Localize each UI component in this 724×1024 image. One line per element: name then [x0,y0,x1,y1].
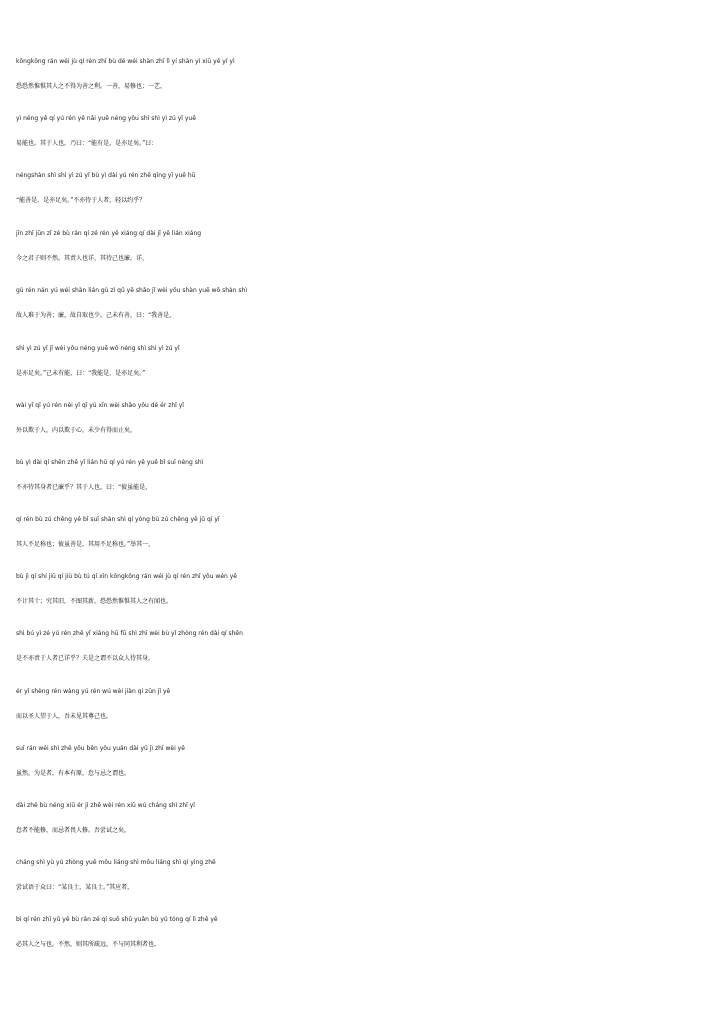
pinyin-line: ér yǐ shèng rén wàng yú rén wú wèi jiàn qí zūn jǐ yě [16,688,171,695]
pinyin-line: shì yì zú yǐ jǐ wèi yǒu néng yuē wǒ néng shì shì yì zú yǐ [16,345,180,352]
text-line [0,569,724,625]
text-line [0,626,724,682]
pinyin-line: gù rén nán yú wéi shàn lián gù zì qǔ yě shǎo jǐ wèi yǒu shàn yuē wǒ shàn shì [16,287,248,294]
pinyin-line: néngshàn shì shì yì zú yǐ bù yì dài yú rén zhě qīng yǐ yuē hū [16,172,196,179]
hanzi-line: 必其人之与也。不然，则其所疏远，不与同其利者也。 [16,941,161,948]
text-line [0,798,724,854]
text-line [0,54,724,110]
pinyin-line: bì qí rén zhī yǔ yě bù rán zé qí suǒ shū yuǎn bù yǔ tóng qí lì zhě yě [16,916,218,923]
pinyin-line: cháng shì yù yú zhòng yuē mǒu liáng shì mǒu liáng shì qí yìng zhě [16,859,216,866]
pinyin-line: bù yì dài qí shēn zhě yǐ lián hū qí yú rén yě yuē bǐ suī néng shì [16,459,204,466]
text-line [0,341,724,397]
text-line [0,684,724,740]
hanzi-line: 不计其十；究其旧，不图其新。恐恐然惟惧其人之有闻也。 [16,598,173,605]
pinyin-line: suī rán wéi shì zhě yǒu běn yǒu yuán dài yǔ jì zhī wèi yě [16,745,185,752]
hanzi-line: 今之君子则不然。其责人也详，其待己也廉。详， [16,255,149,262]
hanzi-line: 恐恐然惟惧其人之不得为善之利。一善，易修也；一艺， [16,83,167,90]
hanzi-line: 虽然，为是者，有本有原，怠与忌之谓也。 [16,770,131,777]
hanzi-line: 易能也。其于人也，乃曰：“能有是，是亦足矣。”曰： [16,140,158,147]
hanzi-line: 尝试语于众曰：“某良士，某良士。”其应者， [16,884,134,891]
hanzi-line: 不亦待其身者已廉乎？其于人也，曰：“彼虽能是， [16,484,152,491]
text-line [0,398,724,454]
text-line [0,855,724,911]
pinyin-line: jīn zhī jūn zǐ zé bù rán qí zé rén yě xiáng qí dài jǐ yě lián xiáng [16,230,202,237]
text-line [0,512,724,568]
text-line [0,168,724,224]
text-line [0,111,724,167]
pinyin-line: kǒngkǒng rán wéi jù qí rén zhī bù dé wéi shàn zhī lì yí shàn yì xiū yě yí yì [16,58,235,65]
hanzi-line: 其人不足称也；彼虽善是，其用不足称也。”举其一， [16,541,155,548]
text-line [0,283,724,339]
hanzi-line: 是亦足矣。”己未有能，曰：“我能是，是亦足矣。” [16,370,146,377]
hanzi-line: 外以欺于人，内以欺于心，未少有得而止矣， [16,427,137,434]
hanzi-line: 是不亦责于人者已详乎？夫是之谓不以众人待其身， [16,655,155,662]
pinyin-line: qí rén bù zú chēng yě bǐ suī shàn shì qí yòng bù zú chēng yě jǔ qí yī [16,516,220,523]
pinyin-line: yì néng yě qí yú rén yě nǎi yuē néng yǒu shì shì yì zú yǐ yuē [16,115,196,122]
pinyin-line: dài zhě bù néng xiū ér jì zhě wèi rén xiū wú cháng shì zhī yǐ [16,802,195,809]
hanzi-line: 故人难于为善；廉，故自取也少。己未有善，曰：“我善是， [16,312,176,319]
text-line [0,226,724,282]
hanzi-line: 怠者不能修，而忌者畏人修。吾尝试之矣， [16,827,131,834]
text-line [0,741,724,797]
hanzi-line: “能善是，是亦足矣。”不亦待于人者，轻以约乎？ [16,197,146,204]
pinyin-line: wài yǐ qī yú rén nèi yǐ qī yú xīn wèi shǎo yǒu dé ér zhǐ yǐ [16,402,184,409]
hanzi-line: 而以圣人望于人，吾未见其尊己也。 [16,713,113,720]
pinyin-line: shì bú yì zé yú rén zhě yǐ xiáng hū fū shì zhī wèi bù yǐ zhòng rén dài qí shēn [16,630,243,637]
pinyin-line: bù jì qí shí jiū qí jiù bù tú qí xīn kǒngkǒng rán wéi jù qí rén zhī yǒu wén yě [16,573,237,580]
text-line [0,455,724,511]
text-line [0,912,724,968]
